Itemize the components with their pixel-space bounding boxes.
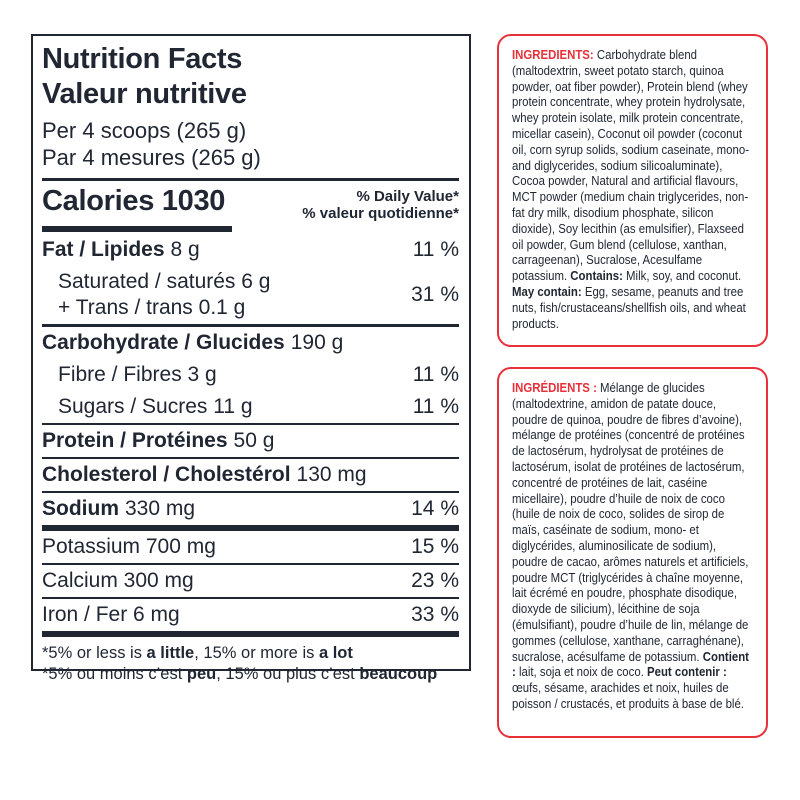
- nutrient-name: Sodium: [42, 497, 119, 520]
- nutrient-dv: 11 %: [412, 394, 459, 418]
- ingredients-body-en: Carbohydrate blend (maltodextrin, sweet potato starch, quinoa powder, oat fiber powder), Protein blend (whey protein concentrate, whey protein hydrolysate, whey protein isolate, milk protein concentrate, micellar casein), Coconut oil powder (coconut oil, corn syrup solids, sodium caseinate, mono- and diglycerides, sodium silicoaluminate), Cocoa powder, Natural and artificial flavours, MCT powder (medium chain triglycerides, non-fat dry milk, disodium phosphate, silicon dioxide), Soy lecithin (as emulsifier), Flaxseed oil powder, Gum blend (cellulose, xanthan, carrageenan), Sucralose, Acesulfame potassium.: [512, 47, 749, 284]
- serving-size-fr: Par 4 mesures (265 g): [42, 145, 261, 170]
- nutrient-name: Carbohydrate / Glucides: [42, 330, 285, 354]
- nutrient-name: Potassium 700 mg: [42, 535, 216, 558]
- ingredients-label-en: INGREDIENTS:: [512, 47, 594, 62]
- nutrient-row-potassium: [42, 531, 459, 563]
- ingredients-text-en: [512, 47, 753, 331]
- calories-amount: 1030: [161, 185, 226, 217]
- nutrient-name: Iron / Fer 6 mg: [42, 603, 180, 626]
- may-contain-label-en: May contain:: [512, 283, 582, 299]
- nutrient-name: Calcium 300 mg: [42, 569, 194, 592]
- calories-value: [42, 186, 225, 216]
- may-contain-text-fr: œufs, sésame, arachides et noix, huiles de poisson / crustacés, et produits à base de blé.: [512, 680, 744, 711]
- nutrient-row-iron: [42, 599, 459, 631]
- daily-value-header-fr: % valeur quotidienne*: [302, 205, 459, 222]
- nutrient-row-carbohydrate: [42, 327, 459, 359]
- nutrient-dv: 23 %: [411, 569, 459, 592]
- nutrient-name: Fibre / Fibres 3 g: [58, 362, 217, 386]
- nutrient-dv: 11 %: [412, 362, 459, 386]
- nutrient-amount: 8 g: [170, 238, 200, 261]
- nutrient-amount: 130 mg: [296, 463, 367, 486]
- ingredients-text-fr: [512, 380, 753, 712]
- nutrient-row-sugars: [42, 391, 459, 423]
- daily-value-header-en: % Daily Value*: [356, 188, 459, 205]
- ingredients-box-fr: [497, 367, 768, 738]
- contains-label-fr: Contient :: [512, 648, 749, 680]
- panel-title-en: Nutrition Facts: [42, 43, 243, 75]
- calories-underline-bar: [42, 226, 232, 232]
- serving-size-en: Per 4 scoops (265 g): [42, 118, 247, 143]
- contains-text-en: Milk, soy, and coconut.: [622, 268, 742, 284]
- nutrient-amount: 190 g: [290, 330, 344, 354]
- nutrient-amount: 50 g: [233, 429, 275, 452]
- daily-value-header: [302, 186, 459, 222]
- nutrient-name: Sugars / Sucres 11 g: [58, 394, 253, 418]
- panel-title-fr: Valeur nutritive: [42, 78, 247, 110]
- nutrient-dv: 15 %: [411, 535, 459, 558]
- nutrient-dv: 14 %: [411, 497, 459, 520]
- footnote-en: *5% or less is a little, 15% or more is a lot: [42, 644, 353, 662]
- thick-divider: [42, 631, 459, 637]
- nutrient-dv: 31 %: [411, 283, 459, 306]
- nutrient-amount: 330 mg: [125, 497, 196, 520]
- divider: [42, 178, 459, 181]
- nutrient-row-fibre: [42, 359, 459, 391]
- nutrient-row-saturated-trans: [42, 266, 459, 324]
- calories-label: Calories: [42, 185, 155, 217]
- nutrition-facts-panel: [31, 34, 471, 683]
- nutrient-dv: 33 %: [411, 603, 459, 626]
- contains-label-en: Contains:: [570, 268, 623, 284]
- footnote-fr: *5% ou moins c’est peu, 15% ou plus c’est beaucoup: [42, 665, 438, 683]
- nutrient-row-fat: [42, 234, 459, 266]
- nutrient-name: Protein / Protéines: [42, 429, 228, 452]
- nutrient-name: Cholesterol / Cholestérol: [42, 463, 291, 486]
- nutrient-dv: 11 %: [412, 238, 459, 261]
- trans-line: + Trans / trans 0.1 g: [58, 296, 246, 319]
- nutrient-row-sodium: [42, 493, 459, 525]
- ingredients-box-en: [497, 34, 768, 347]
- nutrient-row-protein: [42, 425, 459, 457]
- ingredients-body-fr: Mélange de glucides (maltodextrine, amidon de patate douce, poudre de quinoa, poudre de fibres d’avoine), mélange de protéines (concentré de protéines de lactosérum, hydrolysat de protéines de lactosérum, isolat de protéines de lactosérum, concentré de protéines de lait, caséine micellaire), poudre d’huile de noix de coco (huile de noix de coco, solides de sirop de maïs, caséinate de sodium, mono- et diglycérides, aluminosilicate de sodium), poudre de cacao, arômes naturels et artificiels, poudre MCT (triglycérides à chaîne moyenne, lait écrémé en poudre, phosphate disodique, dioxyde de silicium), lécithine de soja (émulsifiant), poudre d’huile de lin, mélange de gommes (cellulose, xanthane, carraghénane), sucralose, acésulfame de potassium.: [512, 380, 749, 664]
- nutrient-row-cholesterol: [42, 459, 459, 491]
- contains-text-fr: lait, soja et noix de coco.: [515, 664, 648, 680]
- nutrient-name: Fat / Lipides: [42, 238, 165, 261]
- saturated-line: Saturated / saturés 6 g: [58, 270, 271, 293]
- may-contain-text-en: Egg, sesame, peanuts and tree nuts, fish/crustaceans/shellfish oils, and wheat products.: [512, 283, 746, 331]
- ingredients-label-fr: INGRÉDIENTS :: [512, 380, 597, 395]
- nutrient-row-calcium: [42, 565, 459, 597]
- calories-row: [42, 186, 459, 222]
- may-contain-label-fr: Peut contenir :: [647, 664, 727, 680]
